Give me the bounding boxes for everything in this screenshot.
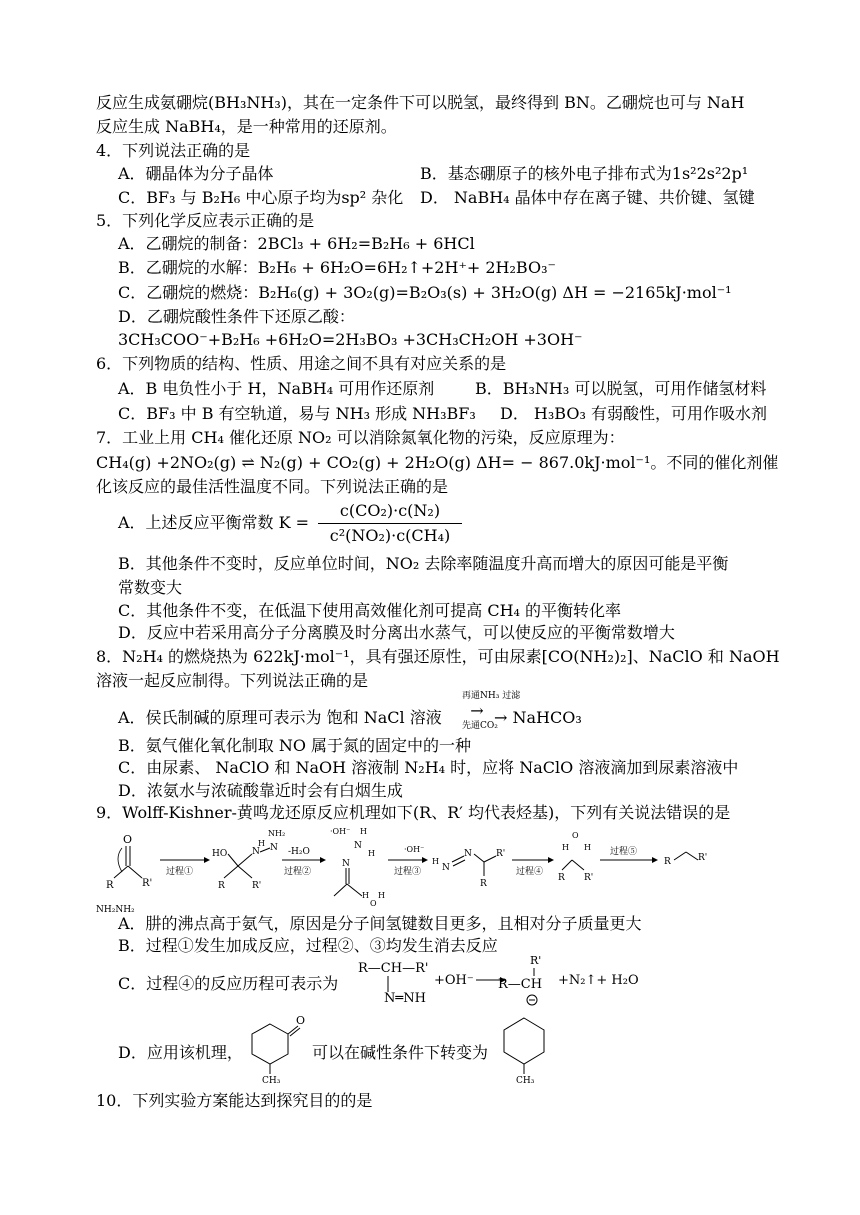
svg-text:H: H: [258, 839, 265, 848]
q8-stem: 8．N₂H₄ 的燃烧热为 622kJ·mol⁻¹，具有强还原性，可由尿素[CO(NH₂)₂]、NaClO 和 NaOH: [96, 647, 780, 666]
svg-text:O: O: [296, 1014, 306, 1027]
q7-k-numerator: c(CO₂)·c(N₂): [339, 501, 441, 520]
q7-stem: 7．工业上用 CH₄ 催化还原 NO₂ 可以消除氮氧化物的污染，反应原理为：: [96, 428, 625, 447]
q4-option-b: B．基态硼原子的核外电子排布式为1s²2s²2p¹: [420, 164, 749, 183]
q6-option-b: B．BH₃NH₃ 可以脱氢，可用作储氢材料: [475, 379, 767, 398]
svg-text:R—CH—R': R—CH—R': [358, 961, 429, 976]
svg-text:O: O: [123, 833, 133, 846]
svg-text:R: R: [480, 879, 487, 889]
q7-k-denominator: c²(NO₂)·c(CH₄): [329, 526, 451, 545]
q7-option-b: B．其他条件不变时，反应单位时间，NO₂ 去除率随温度升高而增大的原因可能是平衡: [118, 554, 729, 573]
svg-text:R: R: [106, 880, 114, 891]
svg-text:N═NH: N═NH: [384, 991, 426, 1006]
q9-option-d: D．应用该机理，: [118, 1043, 243, 1062]
q5-option-d-equation: 3CH₃COO⁻+B₂H₆ +6H₂O=2H₃BO₃ +3CH₃CH₂OH +3OH⁻: [118, 330, 583, 349]
q8-option-b: B．氨气催化氧化制取 NO 属于氮的固定中的一种: [118, 736, 472, 755]
q4-option-c: C．BF₃ 与 B₂H₆ 中心原子均为sp² 杂化: [118, 188, 404, 207]
svg-text:H: H: [360, 827, 367, 836]
mechanism-scheme: [92, 826, 772, 916]
q4-option-a: A．硼晶体为分子晶体: [118, 164, 274, 183]
q5-stem: 5．下列化学反应表示正确的是: [96, 211, 315, 230]
carbanion-structure: [558, 831, 593, 883]
methylcyclohexanone-structure: [250, 1012, 306, 1084]
oh-minus-label-2: ·OH⁻: [404, 845, 425, 854]
ch3-label-1: CH₃: [262, 1076, 281, 1084]
q8-option-d: D．浓氨水与浓硫酸靠近时会有白烟生成: [118, 781, 403, 800]
q9-option-d-mid: 可以在碱性条件下转变为: [312, 1043, 489, 1062]
step-4-label: 过程④: [516, 867, 544, 877]
hydrazine-label: NH₂NH₂: [96, 905, 135, 915]
q5-option-d: D．乙硼烷酸性条件下还原乙酸：: [118, 307, 355, 326]
diazene-structure: [432, 849, 505, 889]
svg-text:R: R: [218, 881, 225, 891]
step1-arrowhead: [204, 857, 210, 863]
svg-text:H: H: [362, 891, 369, 900]
q7-option-d: D．反应中若采用高分子分离膜及时分离出水蒸气，可以使反应的平衡常数增大: [118, 623, 675, 642]
svg-text:R': R': [584, 873, 594, 883]
step-1-label: 过程①: [166, 867, 194, 877]
svg-text:H: H: [584, 843, 591, 852]
step3-arrowhead: [422, 857, 428, 863]
svg-text:R': R': [496, 849, 506, 859]
q7-option-c: C．其他条件不变，在低温下使用高效催化剂可提高 CH₄ 的平衡转化率: [118, 601, 622, 620]
alkane-product: [664, 852, 707, 867]
svg-text:NH₂: NH₂: [268, 829, 286, 838]
intermediate-1: [212, 829, 285, 891]
q9-option-a: A．肼的沸点高于氨气，原因是分子间氢键数目更多，且相对分子质量更大: [118, 914, 642, 933]
q8-option-c: C．由尿素、 NaClO 和 NaOH 溶液制 N₂H₄ 时，应将 NaClO 溶液滴加到尿素溶液中: [118, 758, 739, 777]
q7-option-a: A．上述反应平衡常数 K =: [118, 513, 310, 532]
q8-arrow-bottom-label: 先通CO₂: [462, 721, 498, 731]
svg-text:O: O: [572, 831, 579, 840]
q7-option-b-cont: 常数变大: [118, 578, 183, 597]
step4-pathway-scheme: [352, 952, 642, 1012]
q8-stem-cont: 溶液一起反应制得。下列说法正确的是: [96, 671, 369, 690]
intro-line-2: 反应生成 NaBH₄，是一种常用的还原剂。: [96, 117, 397, 136]
svg-text:N: N: [442, 863, 450, 873]
q7-equation: CH₄(g) +2NO₂(g) ⇌ N₂(g) + CO₂(g) + 2H₂O(g) ΔH= − 867.0kJ·mol⁻¹。不同的催化剂催: [96, 453, 779, 472]
step-5-label: 过程⑤: [610, 847, 638, 857]
svg-text:R: R: [664, 857, 671, 867]
methylcyclohexane-structure: [500, 1012, 556, 1084]
svg-text:HO: HO: [212, 849, 228, 859]
q9-option-c: C．过程④的反应历程可表示为: [118, 974, 339, 993]
c-products-label: +N₂↑+ H₂O: [558, 973, 639, 988]
q8-arrow: →: [470, 701, 484, 720]
svg-text:O: O: [370, 899, 377, 908]
q7-stem-cont: 化该反应的最佳活性温度不同。下列说法正确的是: [96, 477, 449, 496]
q5-option-b: B．乙硼烷的水解：B₂H₆ + 6H₂O=6H₂↑+2H⁺+ 2H₂BO₃⁻: [118, 258, 556, 277]
ch3-label-2: CH₃: [516, 1076, 535, 1084]
svg-text:R': R': [142, 878, 153, 889]
svg-text:H: H: [432, 857, 439, 866]
svg-text:N: N: [252, 847, 260, 857]
step2-arrowhead: [320, 857, 326, 863]
q6-stem: 6．下列物质的结构、性质、用途之间不具有对应关系的是: [96, 354, 507, 373]
q9-option-b: B．过程①发生加成反应，过程②、③均发生消去反应: [118, 936, 498, 955]
svg-text:H: H: [368, 849, 375, 858]
q8-arrow-top-label: 再通NH₃ 过滤: [462, 691, 521, 701]
q4-option-d: D． NaBH₄ 晶体中存在离子键、共价键、氢键: [420, 188, 755, 207]
oh-minus-label-1: ·OH⁻: [330, 827, 351, 836]
step-3-label: 过程③: [394, 867, 422, 877]
svg-text:R': R': [698, 853, 708, 863]
svg-text:R—CH: R—CH: [498, 977, 543, 992]
minus-water-label: -H₂O: [288, 847, 310, 857]
hydrazone-structure: [330, 827, 385, 908]
q6-option-d: D． H₃BO₃ 有弱酸性，可用作吸水剂: [500, 404, 767, 423]
q6-option-c: C．BF₃ 中 B 有空轨道，易与 NH₃ 形成 NH₃BF₃: [118, 404, 476, 423]
svg-text:R: R: [558, 873, 565, 883]
q5-option-a: A．乙硼烷的制备：2BCl₃ + 6H₂=B₂H₆ + 6HCl: [118, 234, 475, 253]
q8-option-a: A．侯氏制碱的原理可表示为 饱和 NaCl 溶液: [118, 708, 442, 727]
q6-option-a: A．B 电负性小于 H，NaBH₄ 可用作还原剂: [118, 379, 435, 398]
q5-option-c: C．乙硼烷的燃烧：B₂H₆(g) + 3O₂(g)=B₂O₃(s) + 3H₂O(g) ΔH = −2165kJ·mol⁻¹: [118, 283, 732, 302]
svg-text:N: N: [354, 841, 362, 851]
svg-text:+OH⁻: +OH⁻: [434, 973, 474, 988]
svg-text:R': R': [530, 954, 542, 967]
svg-text:H: H: [378, 891, 385, 900]
svg-text:N: N: [270, 843, 278, 853]
svg-text:R': R': [252, 881, 262, 891]
q4-stem: 4．下列说法正确的是: [96, 141, 251, 160]
svg-text:N: N: [342, 859, 350, 869]
step4-arrowhead: [548, 857, 554, 863]
step5-arrowhead: [652, 857, 658, 863]
q10-stem: 10．下列实验方案能达到探究目的的是: [96, 1091, 373, 1110]
svg-text:H: H: [562, 843, 569, 852]
ketone-structure: [96, 833, 152, 915]
q8-product: → NaHCO₃: [494, 708, 582, 727]
step-2-label: 过程②: [284, 867, 312, 877]
intro-line-1: 反应生成氨硼烷(BH₃NH₃)，其在一定条件下可以脱氢，最终得到 BN。乙硼烷也可与 NaH: [96, 93, 745, 112]
q9-stem: 9．Wolff-Kishner-黄鸣龙还原反应机理如下(R、R′ 均代表烃基)，下列有关说法错误的是: [96, 803, 731, 822]
svg-text:N: N: [464, 849, 472, 859]
